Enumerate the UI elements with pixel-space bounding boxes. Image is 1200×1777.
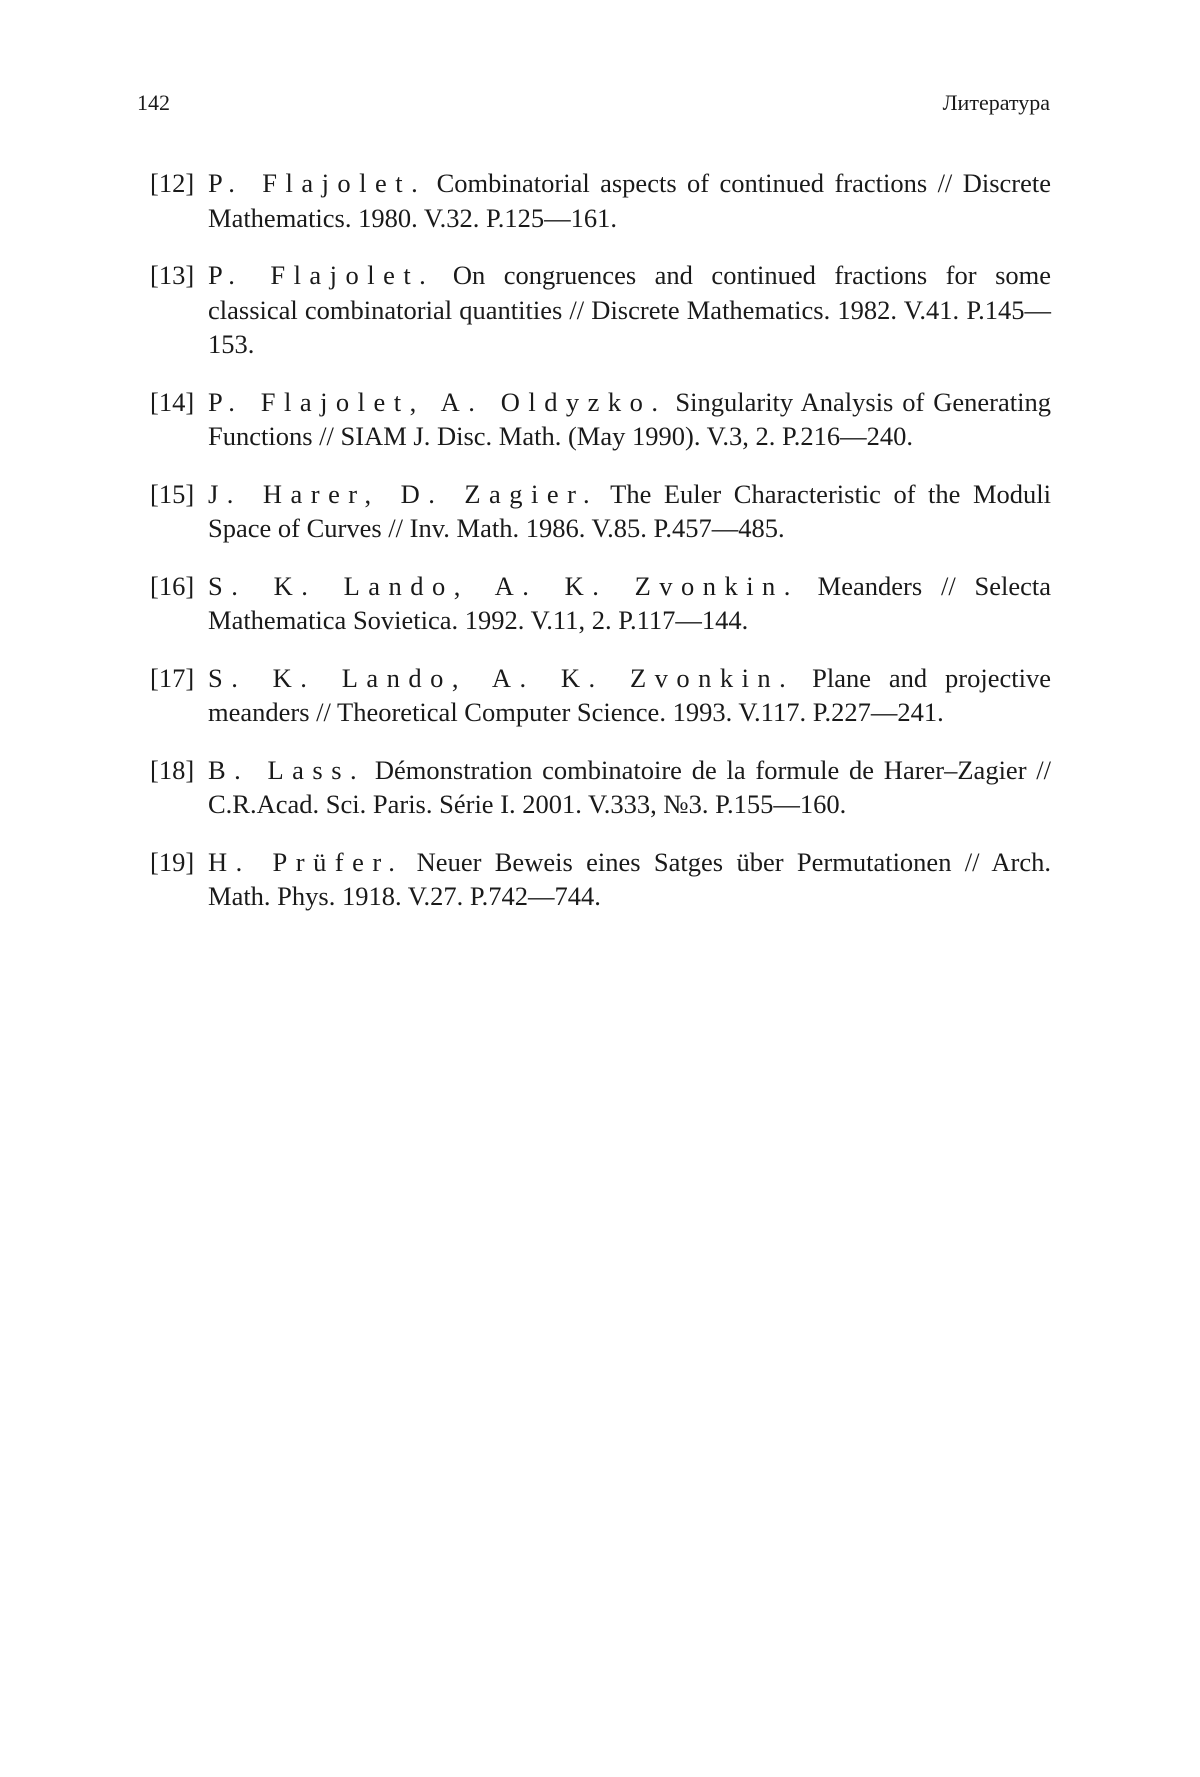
reference-number: [13] <box>150 258 194 293</box>
reference-item <box>150 661 1051 730</box>
reference-item <box>150 569 1051 638</box>
reference-text: Plane and projective meanders // Theoretical Computer Science. 1993. V.117. P.227—241. <box>208 663 1051 728</box>
reference-item <box>150 166 1051 235</box>
reference-text: Singularity Analysis of Generating Functions // SIAM J. Disc. Math. (May 1990). V.3, 2. P.216—240. <box>208 387 1051 452</box>
reference-authors: P. Flajolet, A. Oldyzko. <box>208 387 666 417</box>
reference-item <box>150 845 1051 914</box>
reference-authors: S. K. Lando, A. K. Zvonkin. <box>208 663 794 693</box>
reference-authors: B. Lass. <box>208 755 365 785</box>
page-number: 142 <box>137 90 170 116</box>
reference-authors: S. K. Lando, A. K. Zvonkin. <box>208 571 799 601</box>
reference-number: [19] <box>150 845 194 880</box>
document-page <box>0 0 1200 1777</box>
reference-item <box>150 258 1051 362</box>
reference-number: [14] <box>150 385 194 420</box>
reference-number: [17] <box>150 661 194 696</box>
reference-text: Combinatorial aspects of continued fractions // Discrete Mathematics. 1980. V.32. P.125—161. <box>208 168 1051 233</box>
reference-item <box>150 385 1051 454</box>
reference-text: Neuer Beweis eines Satges über Permutationen // Arch. Math. Phys. 1918. V.27. P.742—744. <box>208 847 1051 912</box>
reference-authors: J. Harer, D. Zagier. <box>208 479 598 509</box>
reference-text: On congruences and continued fractions for some classical combinatorial quantities // Discrete Mathematics. 1982. V.41. P.145—153. <box>208 260 1051 359</box>
reference-authors: P. Flajolet. <box>208 260 434 290</box>
reference-authors: P. Flajolet. <box>208 168 426 198</box>
reference-number: [15] <box>150 477 194 512</box>
reference-list <box>150 166 1051 937</box>
reference-text: The Euler Characteristic of the Moduli Space of Curves // Inv. Math. 1986. V.85. P.457—485. <box>208 479 1051 544</box>
reference-item <box>150 477 1051 546</box>
reference-authors: H. Prüfer. <box>208 847 403 877</box>
reference-item <box>150 753 1051 822</box>
section-title: Литература <box>943 90 1050 116</box>
reference-text: Meanders // Selecta Mathematica Sovietica. 1992. V.11, 2. P.117—144. <box>208 571 1051 636</box>
reference-number: [16] <box>150 569 194 604</box>
reference-text: Démonstration combinatoire de la formule de Harer–Zagier // C.R.Acad. Sci. Paris. Série I. 2001. V.333, №3. P.155—160. <box>208 755 1051 820</box>
reference-number: [12] <box>150 166 194 201</box>
running-head <box>137 90 1050 120</box>
reference-number: [18] <box>150 753 194 788</box>
